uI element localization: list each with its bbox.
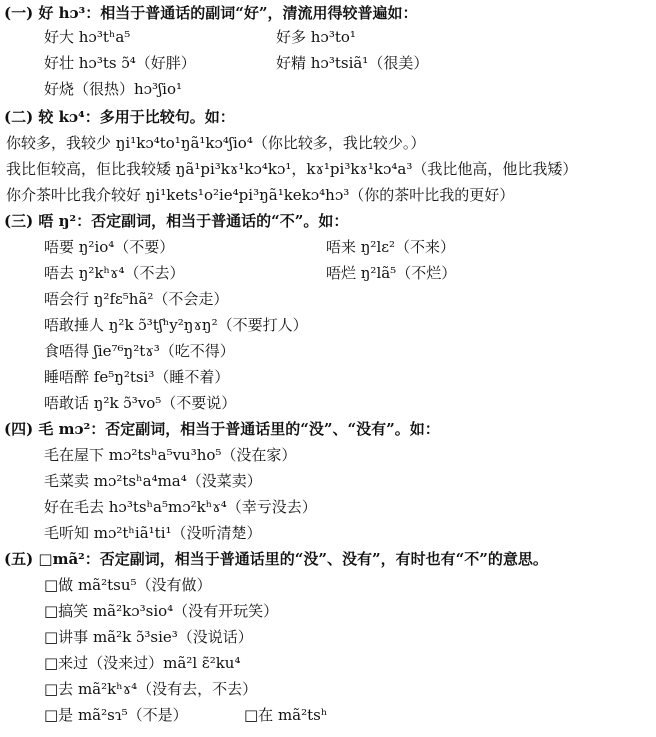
example-item: □在 mã²tsʰ	[244, 706, 328, 724]
example-item: 好多 hɔ³to¹	[276, 28, 356, 46]
example-item: □做 mã²tsu⁵（没有做）	[44, 576, 212, 594]
example-item: □讲事 mã²k ɔ̃³sie³（没说话）	[44, 628, 253, 646]
section-3-heading: (三) 唔 ŋ²：否定副词，相当于普通话的“不”。如：	[4, 212, 349, 230]
example-item: 好精 hɔ³tsiã¹（很美）	[276, 54, 429, 72]
example-item: 好壮 hɔ³ts ɔ̃⁴（好胖）	[44, 54, 196, 72]
example-item: 毛听知 mɔ²tʰiã¹ti¹（没听清楚）	[44, 524, 262, 542]
example-item: □搞笑 mã²kɔ³sio⁴（没有开玩笑）	[44, 602, 279, 620]
example-item: 唔要 ŋ²io⁴（不要）	[44, 238, 175, 256]
section-5-heading: (五) □mã²：否定副词，相当于普通话里的“没”、没有”，有时也有“不”的意思。	[4, 550, 548, 568]
example-item: □来过（没来过）mã²l ɛ̃²ku⁴	[44, 654, 241, 672]
example-item: 毛菜卖 mɔ²tsʰa⁴ma⁴（没菜卖）	[44, 472, 262, 490]
example-item: 唔敢捶人 ŋ²k ɔ̃³tʃʰy²ŋɤŋ²（不要打人）	[44, 316, 308, 334]
example-item: 好烧（很热）hɔ³ʃio¹	[44, 80, 182, 98]
example-sentence: 你介茶叶比我介较好 ŋi¹kets¹o²ie⁴pi³ŋã¹kekɔ⁴hɔ³（你的茶叶比我的更好）	[6, 186, 515, 204]
example-item: 好大 hɔ³tʰa⁵	[44, 28, 131, 46]
section-2-heading: (二) 较 kɔ⁴：多用于比较句。如：	[4, 108, 235, 126]
example-item: 好在毛去 hɔ³tsʰa⁵mɔ²kʰɤ⁴（幸亏没去）	[44, 498, 317, 516]
example-item: □是 mã²sɿ⁵（不是）	[44, 706, 188, 724]
example-item: 食唔得 ʃie⁷⁶ŋ²tɤ³（吃不得）	[44, 342, 235, 360]
section-4-heading: (四) 毛 mɔ²：否定副词，相当于普通话里的“没”、“没有”。如：	[4, 420, 440, 438]
example-item: 唔去 ŋ²kʰɤ⁴（不去）	[44, 264, 185, 282]
example-item: □去 mã²kʰɤ⁴（没有去，不去）	[44, 680, 258, 698]
example-item: 唔会行 ŋ²fɛ⁵hã²（不会走）	[44, 290, 229, 308]
example-item: 唔来 ŋ²lɛ²（不来）	[326, 238, 456, 256]
example-sentence: 我比佢较高，佢比我较矮 ŋã¹pi³kɤ¹kɔ⁴kɔ¹，kɤ¹pi³kɤ¹kɔ⁴a³（我比他高，他比我矮）	[6, 160, 578, 178]
example-item: 唔烂 ŋ²lã⁵（不烂）	[326, 264, 457, 282]
example-item: 唔敢话 ŋ²k ɔ̃³vo⁵（不要说）	[44, 394, 237, 412]
example-item: 睡唔醉 fe⁵ŋ²tsi³（睡不着）	[44, 368, 230, 386]
example-sentence: 你较多，我较少 ŋi¹kɔ⁴to¹ŋã¹kɔ⁴ʃio⁴（你比较多，我比较少。）	[6, 134, 426, 152]
section-1-heading: (一) 好 hɔ³：相当于普通话的副词“好”，清流用得较普遍如：	[4, 4, 418, 22]
example-item: 毛在屋下 mɔ²tsʰa⁵vu³ho⁵（没在家）	[44, 446, 297, 464]
